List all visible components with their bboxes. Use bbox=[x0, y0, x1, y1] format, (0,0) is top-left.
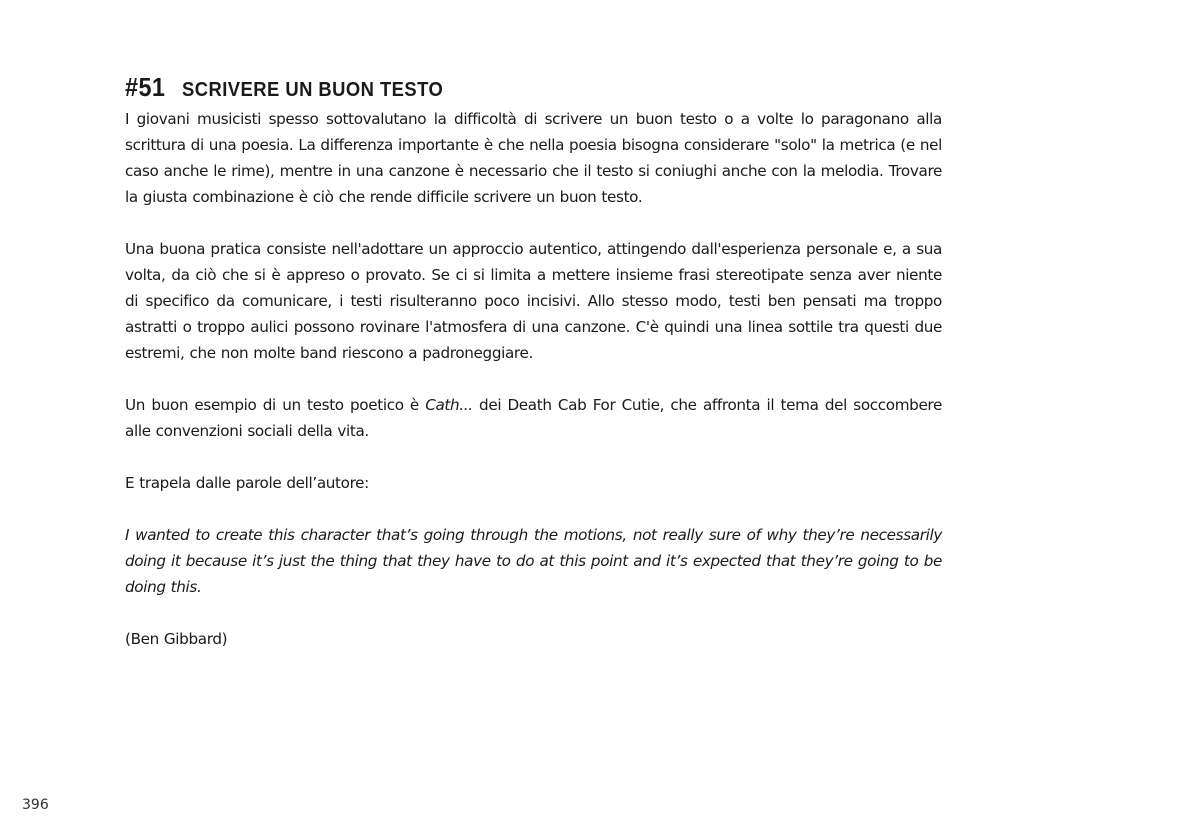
section-title: SCRIVERE UN BUON TESTO bbox=[181, 79, 444, 101]
section-number: #51 bbox=[125, 72, 166, 102]
page-content bbox=[125, 72, 942, 678]
example-text-before: Un buon esempio di un testo poetico è bbox=[125, 396, 426, 414]
page-number: 396 bbox=[22, 797, 49, 813]
paragraph-practice: Una buona pratica consiste nell'adottare un approccio autentico, attingendo dall'esperienza personale e, a sua volta, da ciò che si è appreso o provato. Se ci si limita a mettere insieme frasi stereotipate senza aver niente di specifico da comunicare, i testi risulteranno poco incisivi. Allo stesso modo, testi ben pensati ma troppo astratti o troppo aulici possono rovinare l'atmosfera di una canzone. C'è quindi una linea sottile tra questi due estremi, che non molte band riescono a padroneggiare. bbox=[125, 240, 942, 362]
section-heading bbox=[125, 72, 942, 102]
quote-attribution: (Ben Gibbard) bbox=[125, 630, 228, 648]
quote: I wanted to create this character that’s going through the motions, not really sure of why they’re necessarily doing it because it’s just the thing that they have to do at this point and it’s expected that they’re going to be doing this. bbox=[125, 526, 942, 596]
example-text-after: dei Death Cab For Cutie, che affronta il tema del soccombere alle convenzioni sociali della vita. bbox=[125, 396, 942, 440]
song-title: Cath... bbox=[425, 396, 473, 414]
quote-intro: E trapela dalle parole dell’autore: bbox=[125, 474, 369, 492]
paragraph-example bbox=[125, 392, 942, 444]
paragraph-intro: I giovani musicisti spesso sottovalutano la difficoltà di scrivere un buon testo o a volte lo paragonano alla scrittura di una poesia. La differenza importante è che nella poesia bisogna considerare "solo" la metrica (e nel caso anche le rime), mentre in una canzone è necessario che il testo si coniughi anche con la melodia. Trovare la giusta combinazione è ciò che rende difficile scrivere un buon testo. bbox=[125, 110, 942, 206]
